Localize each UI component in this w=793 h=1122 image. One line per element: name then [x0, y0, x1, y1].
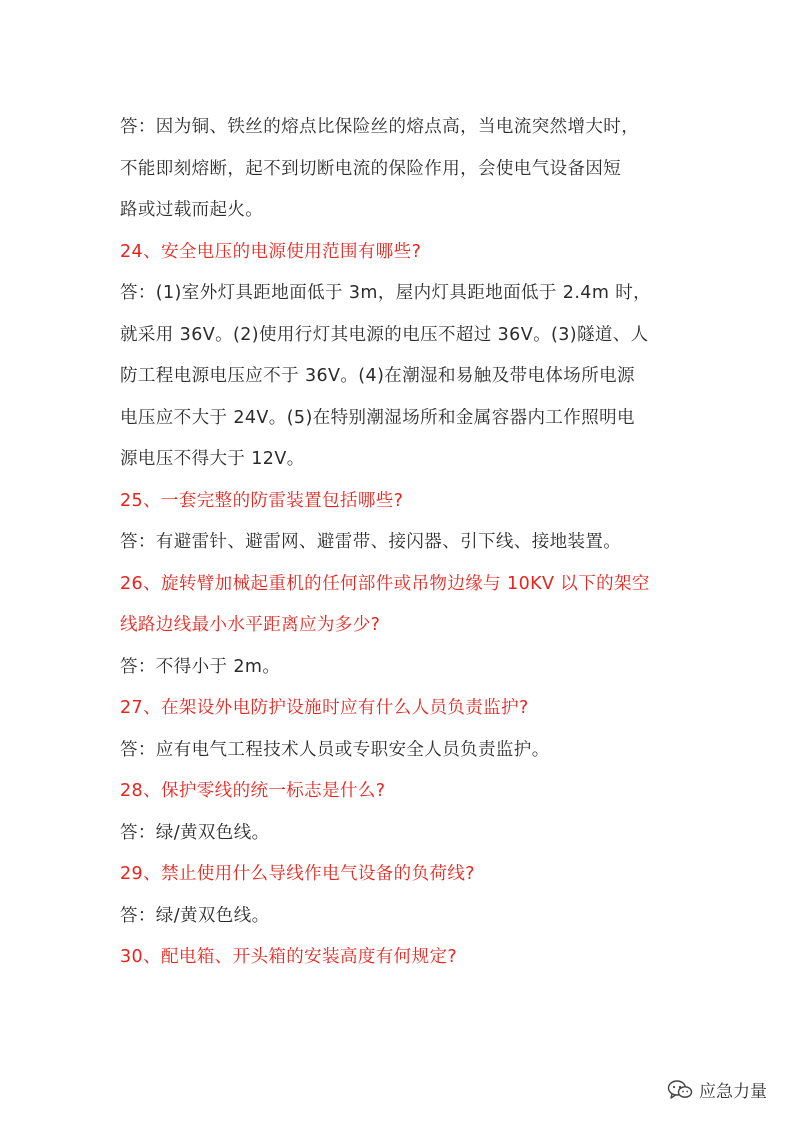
- question-29: 29、禁止使用什么导线作电气设备的负荷线?: [120, 864, 475, 884]
- answer-line: 答：(1)室外灯具距地面低于 3m，屋内灯具距地面低于 2.4m 时，: [120, 283, 652, 303]
- answer-line: 路或过载而起火。: [120, 200, 264, 220]
- question-27: 27、在架设外电防护设施时应有什么人员负责监护?: [120, 698, 529, 718]
- qa-content: [120, 107, 680, 979]
- answer-line: 防工程电源电压应不于 36V。(4)在潮湿和易触及带电体场所电源: [120, 366, 635, 386]
- watermark-text: 应急力量: [699, 1082, 767, 1102]
- wechat-icon: [667, 1079, 693, 1101]
- answer-line: 答：有避雷针、避雷网、避雷带、接闪器、引下线、接地装置。: [120, 532, 622, 552]
- question-24: 24、安全电压的电源使用范围有哪些?: [120, 241, 422, 262]
- answer-line: 源电压不得大于 12V。: [120, 449, 305, 469]
- question-28: 28、保护零线的统一标志是什么?: [120, 781, 386, 801]
- answer-line: 答：不得小于 2m。: [120, 656, 281, 677]
- answer-line: 就采用 36V。(2)使用行灯其电源的电压不超过 36V。(3)隧道、人: [120, 324, 649, 345]
- question-26-cont: 线路边线最小水平距离应为多少?: [120, 615, 381, 635]
- answer-line: 答：应有电气工程技术人员或专职安全人员负责监护。: [120, 739, 550, 760]
- watermark: [667, 1077, 767, 1102]
- question-26: 26、旋转臂加械起重机的任何部件或吊物边缘与 10KV 以下的架空: [120, 573, 650, 594]
- answer-line: 答：绿/黄双色线。: [120, 822, 270, 843]
- answer-line: 答：绿/黄双色线。: [120, 905, 270, 926]
- answer-line: 不能即刻熔断，起不到切断电流的保险作用，会使电气设备因短: [120, 158, 622, 179]
- question-30: 30、配电箱、开头箱的安装高度有何规定?: [120, 947, 458, 967]
- answer-line: 电压应不大于 24V。(5)在特别潮湿场所和金属容器内工作照明电: [120, 407, 635, 428]
- question-25: 25、一套完整的防雷装置包括哪些?: [120, 490, 404, 511]
- answer-line: 答：因为铜、铁丝的熔点比保险丝的熔点高，当电流突然增大时，: [120, 117, 640, 137]
